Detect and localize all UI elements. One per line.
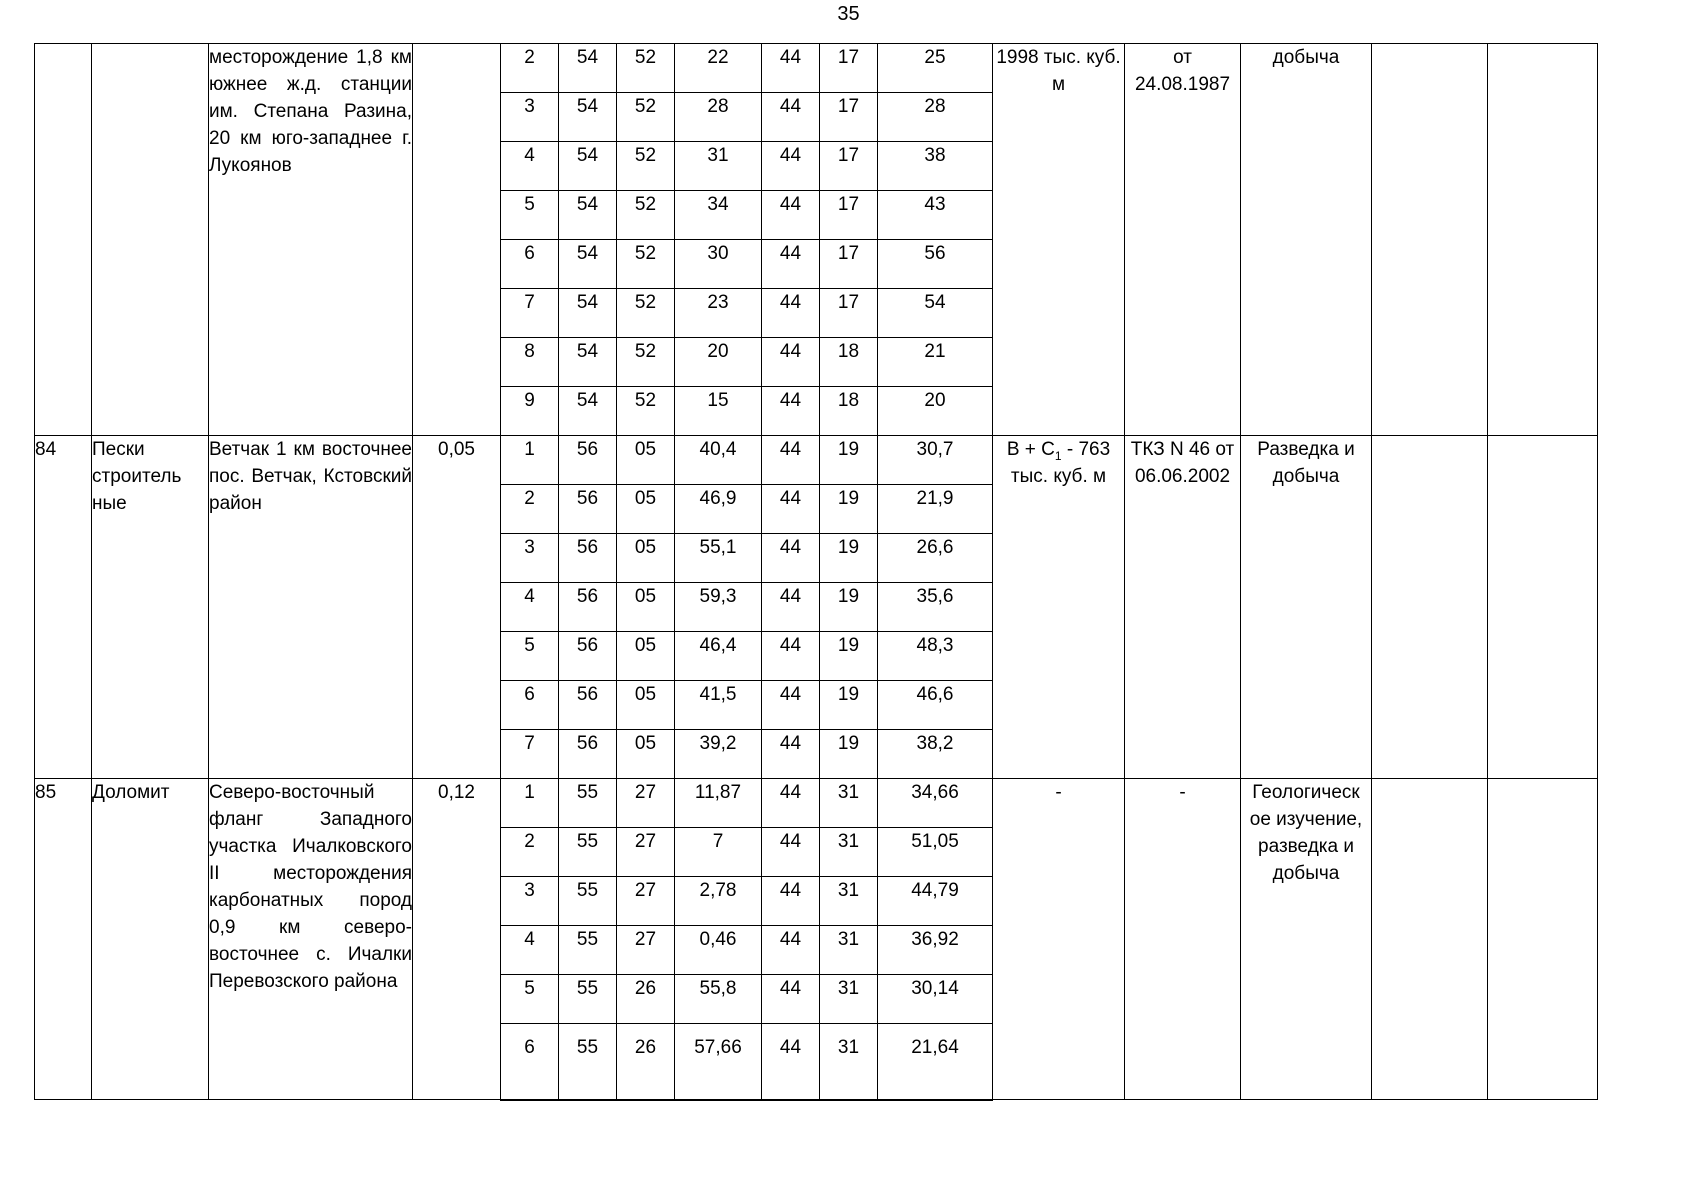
- mineral-cell: Доломит: [92, 779, 209, 1100]
- lat-min: 52: [617, 240, 675, 289]
- lon-min: 17: [820, 191, 878, 240]
- reserves-cell: 1998 тыс. куб. м: [993, 44, 1125, 436]
- lat-min: 27: [617, 828, 675, 877]
- deposit-number-cell: 84: [35, 436, 92, 779]
- lon-deg: 44: [762, 93, 820, 142]
- reserves-prefix: B + C: [1006, 439, 1055, 460]
- lat-deg: 56: [559, 632, 617, 681]
- lon-deg: 44: [762, 44, 820, 93]
- lat-sec: 46,4: [675, 632, 762, 681]
- lat-min: 26: [617, 1024, 675, 1100]
- purpose-cell: добыча: [1241, 44, 1372, 436]
- lat-deg: 54: [559, 44, 617, 93]
- lat-deg: 55: [559, 877, 617, 926]
- table-row: [35, 779, 1598, 828]
- point-number: 8: [501, 338, 559, 387]
- protocol-cell: ТКЗ N 46 от 06.06.2002: [1125, 436, 1241, 779]
- lat-deg: 55: [559, 779, 617, 828]
- location-cell: Ветчак 1 км восточнее пос. Ветчак, Кстовский район: [209, 436, 413, 779]
- purpose-cell: Геологическ ое изучение, разведка и добыча: [1241, 779, 1372, 1100]
- lat-min: 05: [617, 632, 675, 681]
- extra-cell: [1488, 44, 1598, 436]
- lat-deg: 54: [559, 240, 617, 289]
- extra-cell: [1372, 44, 1488, 436]
- lon-deg: 44: [762, 289, 820, 338]
- point-number: 4: [501, 142, 559, 191]
- lon-sec: 51,05: [878, 828, 993, 877]
- point-number: 4: [501, 583, 559, 632]
- lon-sec: 26,6: [878, 534, 993, 583]
- lon-min: 19: [820, 632, 878, 681]
- mineral-cell: [92, 44, 209, 436]
- location-cell: Северо-восточный фланг Западного участка Ичалковского II месторождения карбонатных пород 0,9 км северо-восточнее с. Ичалки Перевозского района: [209, 779, 413, 1100]
- deposit-number-cell: 85: [35, 779, 92, 1100]
- lon-min: 19: [820, 681, 878, 730]
- lat-min: 52: [617, 191, 675, 240]
- lat-min: 05: [617, 583, 675, 632]
- lon-sec: 30,14: [878, 975, 993, 1024]
- point-number: 6: [501, 240, 559, 289]
- page-number: 35: [837, 3, 860, 25]
- lon-sec: 21,9: [878, 485, 993, 534]
- lat-sec: 59,3: [675, 583, 762, 632]
- lat-min: 52: [617, 93, 675, 142]
- lon-min: 17: [820, 44, 878, 93]
- lat-sec: 7: [675, 828, 762, 877]
- lat-sec: 41,5: [675, 681, 762, 730]
- area-cell: [413, 44, 501, 436]
- lon-sec: 34,66: [878, 779, 993, 828]
- lon-sec: 38: [878, 142, 993, 191]
- lon-deg: 44: [762, 436, 820, 485]
- lat-sec: 11,87: [675, 779, 762, 828]
- lat-deg: 55: [559, 975, 617, 1024]
- lat-sec: 0,46: [675, 926, 762, 975]
- lon-min: 31: [820, 975, 878, 1024]
- point-number: 6: [501, 681, 559, 730]
- extra-cell: [1372, 436, 1488, 779]
- point-number: 3: [501, 93, 559, 142]
- lat-min: 27: [617, 877, 675, 926]
- point-number: 5: [501, 632, 559, 681]
- lon-deg: 44: [762, 338, 820, 387]
- lat-min: 52: [617, 387, 675, 436]
- area-cell: 0,05: [413, 436, 501, 779]
- lon-min: 31: [820, 877, 878, 926]
- lon-sec: 20: [878, 387, 993, 436]
- lon-min: 17: [820, 142, 878, 191]
- lat-deg: 56: [559, 681, 617, 730]
- lat-deg: 55: [559, 1024, 617, 1100]
- lon-deg: 44: [762, 387, 820, 436]
- lat-min: 27: [617, 779, 675, 828]
- table-row: [35, 436, 1598, 485]
- lon-sec: 44,79: [878, 877, 993, 926]
- lon-sec: 38,2: [878, 730, 993, 779]
- lon-min: 17: [820, 93, 878, 142]
- lon-sec: 46,6: [878, 681, 993, 730]
- lon-sec: 56: [878, 240, 993, 289]
- lon-sec: 28: [878, 93, 993, 142]
- lon-min: 17: [820, 289, 878, 338]
- reserves-subscript: 1: [1054, 448, 1062, 463]
- point-number: 4: [501, 926, 559, 975]
- lat-sec: 28: [675, 93, 762, 142]
- lat-min: 05: [617, 534, 675, 583]
- lon-deg: 44: [762, 926, 820, 975]
- lat-sec: 57,66: [675, 1024, 762, 1100]
- lat-sec: 34: [675, 191, 762, 240]
- location-cell: месторождение 1,8 км южнее ж.д. станции им. Степана Разина, 20 км юго-западнее г. Лукоянов: [209, 44, 413, 436]
- lat-min: 52: [617, 338, 675, 387]
- reserves-cell: [993, 436, 1125, 779]
- lon-sec: 43: [878, 191, 993, 240]
- lon-sec: 48,3: [878, 632, 993, 681]
- lat-min: 52: [617, 289, 675, 338]
- lon-min: 19: [820, 730, 878, 779]
- area-cell: 0,12: [413, 779, 501, 1100]
- point-number: 7: [501, 730, 559, 779]
- point-number: 1: [501, 436, 559, 485]
- lat-deg: 56: [559, 485, 617, 534]
- lat-deg: 54: [559, 93, 617, 142]
- lon-deg: 44: [762, 975, 820, 1024]
- lon-sec: 25: [878, 44, 993, 93]
- lat-deg: 54: [559, 387, 617, 436]
- lat-deg: 54: [559, 191, 617, 240]
- extra-cell: [1488, 436, 1598, 779]
- lat-deg: 54: [559, 289, 617, 338]
- lon-min: 19: [820, 436, 878, 485]
- lon-deg: 44: [762, 191, 820, 240]
- lat-sec: 39,2: [675, 730, 762, 779]
- lat-sec: 55,1: [675, 534, 762, 583]
- lat-deg: 55: [559, 828, 617, 877]
- lat-deg: 54: [559, 142, 617, 191]
- lat-deg: 56: [559, 436, 617, 485]
- lat-sec: 55,8: [675, 975, 762, 1024]
- lat-min: 05: [617, 681, 675, 730]
- purpose-cell: Разведка и добыча: [1241, 436, 1372, 779]
- lat-deg: 55: [559, 926, 617, 975]
- table-row: [35, 44, 1598, 93]
- lon-deg: 44: [762, 779, 820, 828]
- lon-min: 31: [820, 1024, 878, 1100]
- lon-sec: 21: [878, 338, 993, 387]
- lon-min: 31: [820, 779, 878, 828]
- lat-sec: 2,78: [675, 877, 762, 926]
- lon-deg: 44: [762, 681, 820, 730]
- lat-min: 52: [617, 142, 675, 191]
- mineral-cell: Пески строитель ные: [92, 436, 209, 779]
- lon-sec: 54: [878, 289, 993, 338]
- lat-deg: 54: [559, 338, 617, 387]
- lon-deg: 44: [762, 240, 820, 289]
- lat-sec: 40,4: [675, 436, 762, 485]
- lon-min: 19: [820, 485, 878, 534]
- reserves-cell: -: [993, 779, 1125, 1100]
- lon-deg: 44: [762, 142, 820, 191]
- point-number: 2: [501, 485, 559, 534]
- lat-min: 05: [617, 485, 675, 534]
- lat-min: 27: [617, 926, 675, 975]
- lon-min: 31: [820, 828, 878, 877]
- lon-min: 18: [820, 387, 878, 436]
- point-number: 3: [501, 534, 559, 583]
- lon-deg: 44: [762, 534, 820, 583]
- lon-deg: 44: [762, 1024, 820, 1100]
- point-number: 2: [501, 44, 559, 93]
- lon-deg: 44: [762, 877, 820, 926]
- point-number: 2: [501, 828, 559, 877]
- lat-deg: 56: [559, 534, 617, 583]
- lon-min: 17: [820, 240, 878, 289]
- lat-sec: 31: [675, 142, 762, 191]
- point-number: 9: [501, 387, 559, 436]
- point-number: 1: [501, 779, 559, 828]
- lon-sec: 36,92: [878, 926, 993, 975]
- lat-sec: 15: [675, 387, 762, 436]
- lat-sec: 23: [675, 289, 762, 338]
- lat-min: 52: [617, 44, 675, 93]
- lat-min: 05: [617, 436, 675, 485]
- lon-min: 31: [820, 926, 878, 975]
- lon-min: 19: [820, 534, 878, 583]
- lon-deg: 44: [762, 828, 820, 877]
- lat-sec: 46,9: [675, 485, 762, 534]
- lat-sec: 20: [675, 338, 762, 387]
- extra-cell: [1488, 779, 1598, 1100]
- protocol-cell: от 24.08.1987: [1125, 44, 1241, 436]
- lat-min: 05: [617, 730, 675, 779]
- lon-min: 19: [820, 583, 878, 632]
- lon-deg: 44: [762, 485, 820, 534]
- lon-sec: 35,6: [878, 583, 993, 632]
- lat-sec: 22: [675, 44, 762, 93]
- lon-deg: 44: [762, 730, 820, 779]
- lat-min: 26: [617, 975, 675, 1024]
- extra-cell: [1372, 779, 1488, 1100]
- lat-sec: 30: [675, 240, 762, 289]
- lon-sec: 21,64: [878, 1024, 993, 1100]
- deposit-number-cell: [35, 44, 92, 436]
- lon-deg: 44: [762, 632, 820, 681]
- lon-deg: 44: [762, 583, 820, 632]
- lat-deg: 56: [559, 730, 617, 779]
- point-number: 3: [501, 877, 559, 926]
- protocol-cell: -: [1125, 779, 1241, 1100]
- point-number: 6: [501, 1024, 559, 1100]
- deposits-table: [34, 43, 1598, 1101]
- point-number: 7: [501, 289, 559, 338]
- reserves-suffix: - 763 тыс. куб. м: [1010, 439, 1111, 487]
- point-number: 5: [501, 975, 559, 1024]
- lon-sec: 30,7: [878, 436, 993, 485]
- lat-deg: 56: [559, 583, 617, 632]
- lon-min: 18: [820, 338, 878, 387]
- point-number: 5: [501, 191, 559, 240]
